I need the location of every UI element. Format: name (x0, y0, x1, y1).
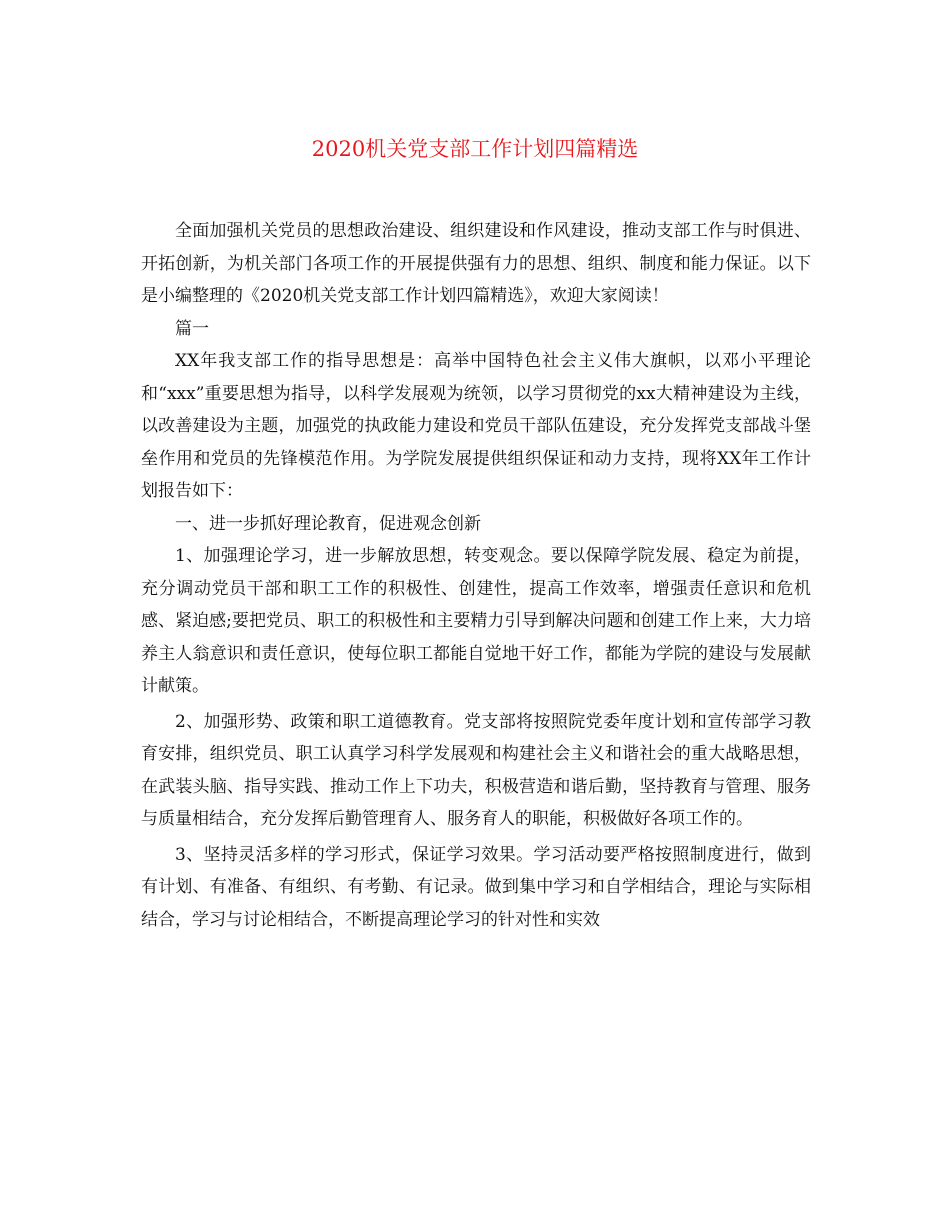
list-item-paragraph-3: 3、坚持灵活多样的学习形式，保证学习效果。学习活动要严格按照制度进行，做到有计划、有准备、有组织、有考勤、有记录。做到集中学习和自学相结合，理论与实际相结合，学习与讨论相结合，不断提高理论学习的针对性和实效 (141, 844, 811, 930)
section-heading-part-one: 篇一 (175, 318, 209, 339)
intro-paragraph: 全面加强机关党员的思想政治建设、组织建设和作风建设，推动支部工作与时俱进、开拓创新，为机关部门各项工作的开展提供强有力的思想、组织、制度和能力保证。以下是小编整理的《2020机关党支部工作计划四篇精选》，欢迎大家阅读！ (141, 221, 811, 306)
document-body (141, 215, 811, 936)
list-item-paragraph-2: 2、加强形势、政策和职工道德教育。党支部将按照院党委年度计划和宣传部学习教育安排，组织党员、职工认真学习科学发展观和构建社会主义和谐社会的重大战略思想，在武装头脑、指导实践、推动工作上下功夫，积极营造和谐后勤，坚持教育与管理、服务与质量相结合，充分发挥后勤管理育人、服务育人的职能，积极做好各项工作的。 (141, 711, 811, 829)
list-item-paragraph-1: 1、加强理论学习，进一步解放思想，转变观念。要以保障学院发展、稳定为前提，充分调动党员干部和职工工作的积极性、创建性，提高工作效率，增强责任意识和危机感、紧迫感;要把党员、职工的积极性和主要精力引导到解决问题和创建工作上来，大力培养主人翁意识和责任意识，使每位职工都能自觉地干好工作，都能为学院的建设与发展献计献策。 (141, 546, 811, 696)
guiding-ideology-paragraph: XX年我支部工作的指导思想是：高举中国特色社会主义伟大旗帜，以邓小平理论和“xxx”重要思想为指导，以科学发展观为统领，以学习贯彻党的xx大精神建设为主线，以改善建设为主题，加强党的执政能力建设和党员干部队伍建设，充分发挥党支部战斗堡垒作用和党员的先锋模范作用。为学院发展提供组织保证和动力支持，现将XX年工作计划报告如下： (141, 351, 811, 501)
page-title: 2020机关党支部工作计划四篇精选 (311, 137, 639, 161)
subsection-heading-theory-education: 一、进一步抓好理论教育，促进观念创新 (175, 513, 481, 534)
